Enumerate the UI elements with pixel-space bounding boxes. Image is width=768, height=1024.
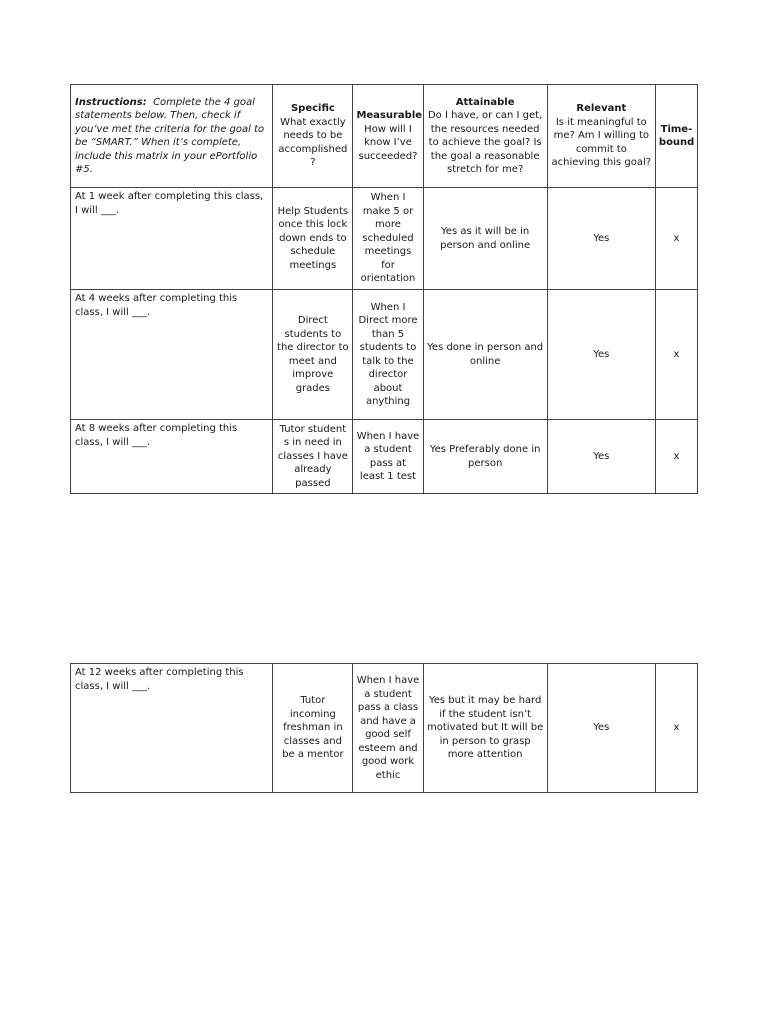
goal-cell: At 12 weeks after completing this class, I will ___.: [71, 664, 273, 793]
attainable-cell: Yes but it may be hard if the student isn’t motivated but It will be in person to grasp more attention: [423, 664, 547, 793]
specific-title: Specific: [290, 103, 335, 115]
table-row: [71, 188, 698, 290]
smart-goals-table-continued: [70, 663, 698, 793]
relevant-cell: Yes: [547, 420, 655, 494]
attainable-title: Attainable: [455, 96, 515, 108]
measurable-title: Measurable: [356, 110, 423, 121]
timebound-cell: x: [655, 188, 697, 290]
attainable-desc: Do I have, or can I get, the resources needed to achieve the goal? Is the goal a reasonable stretch for me?: [427, 110, 543, 175]
timebound-cell: x: [655, 420, 697, 494]
specific-desc: What exactly needs to be accomplished ?: [278, 116, 348, 169]
measurable-desc: How will I know I’ve succeeded?: [358, 123, 418, 162]
specific-cell: Direct students to the director to meet and improve grades: [273, 290, 353, 420]
specific-cell: Tutor incoming freshman in classes and be a mentor: [273, 664, 353, 793]
goal-cell: At 8 weeks after completing this class, I will ___.: [71, 420, 273, 494]
table-row: [71, 664, 698, 793]
instructions-label: Instructions:: [75, 96, 147, 108]
attainable-cell: Yes Preferably done in person: [423, 420, 547, 494]
instructions-cell: [71, 85, 273, 188]
relevant-cell: Yes: [547, 188, 655, 290]
measurable-cell: When I Direct more than 5 students to talk to the director about anything: [353, 290, 423, 420]
header-timebound: [655, 85, 697, 188]
table-row: [71, 290, 698, 420]
attainable-cell: Yes as it will be in person and online: [423, 188, 547, 290]
relevant-cell: Yes: [547, 664, 655, 793]
smart-goals-table: [70, 84, 698, 494]
timebound-title: Time-bound: [658, 123, 695, 148]
specific-cell: Tutor student s in need in classes I have already passed: [273, 420, 353, 494]
instructions-text: Complete the 4 goal statements below. Then, check if you’ve met the criteria for the goal to be “SMART.” When it’s complete, include this matrix in your ePortfolio #5.: [75, 96, 265, 175]
timebound-cell: x: [655, 664, 697, 793]
specific-cell: Help Students once this lock down ends to schedule meetings: [273, 188, 353, 290]
table-row: [71, 420, 698, 494]
timebound-cell: x: [655, 290, 697, 420]
measurable-cell: When I make 5 or more scheduled meetings for orientation: [353, 188, 423, 290]
goal-cell: At 1 week after completing this class, I will ___.: [71, 188, 273, 290]
header-relevant: [547, 85, 655, 188]
header-specific: [273, 85, 353, 188]
relevant-cell: Yes: [547, 290, 655, 420]
table-header-row: [71, 85, 698, 188]
relevant-desc: Is it meaningful to me? Am I willing to commit to achieving this goal?: [551, 116, 652, 169]
header-attainable: [423, 85, 547, 188]
relevant-title: Relevant: [576, 103, 627, 115]
header-measurable: [353, 85, 423, 188]
measurable-cell: When I have a student pass at least 1 test: [353, 420, 423, 494]
attainable-cell: Yes done in person and online: [423, 290, 547, 420]
goal-cell: At 4 weeks after completing this class, I will ___.: [71, 290, 273, 420]
measurable-cell: When I have a student pass a class and have a good self esteem and good work ethic: [353, 664, 423, 793]
